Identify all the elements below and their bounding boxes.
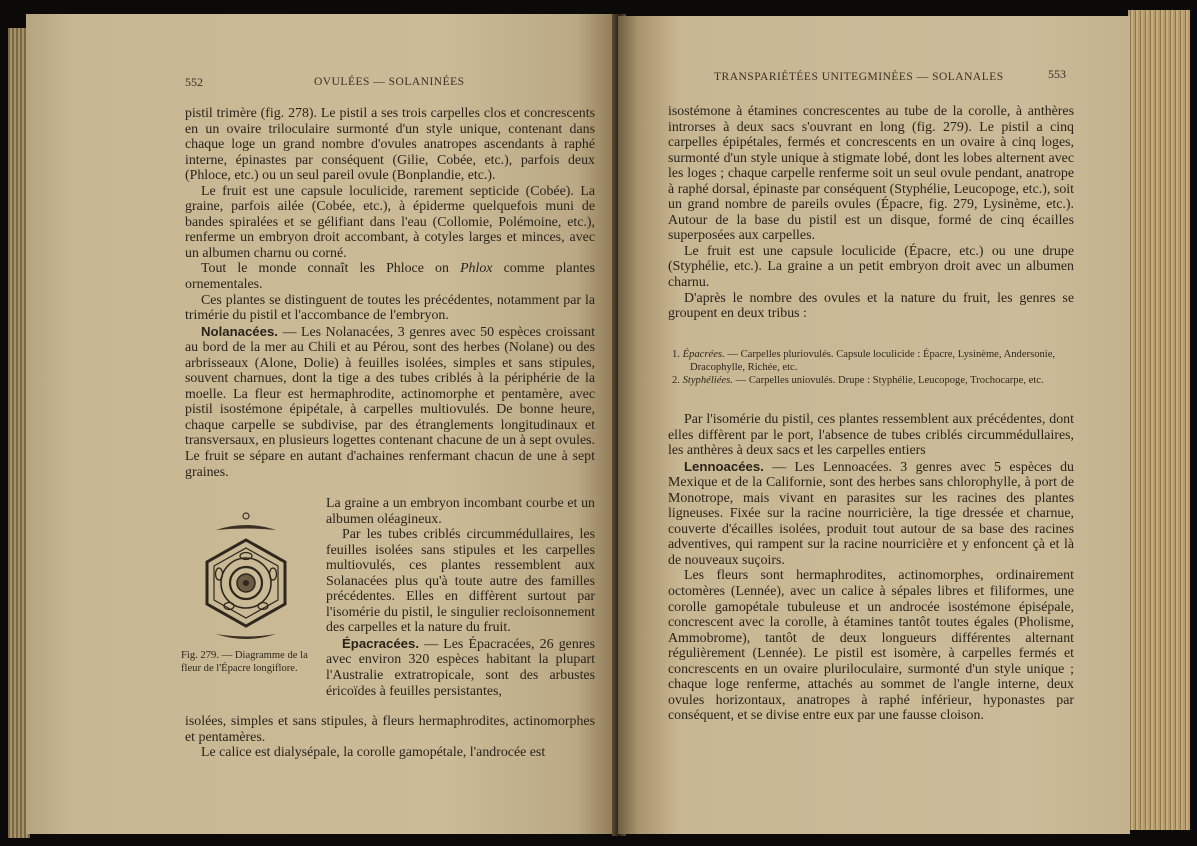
page-number: 553 xyxy=(1048,67,1066,81)
running-head: TRANSPARIÉTÉES UNITEGMINÉES — SOLANALES xyxy=(714,71,1004,83)
right-text-top xyxy=(668,104,1074,322)
paragraph: isostémone à étamines concrescentes au tube de la corolle, à anthères introrses à deux sacs s'ouvrant en long (fig. 279). Le pistil a cinq carpelles épipétales, fermés et concrescents en un ovaire à cinq loges, surmonté d'un style unique à stigmate lobé, dont les lobes alternent avec les loges ; chaque carpelle renferme soit un seul ovule pendant, anatrope à raphé dorsal, épinaste par conséquent (Styphélie, Leucopoge, etc.), soit un grand nombre de pareils ovules (Épacre, fig. 279, Lysinème, etc.). Autour de la base du pistil est un disque, formé de cinq écailles superposées aux carpelles. xyxy=(668,104,1074,244)
paragraph: Les fleurs sont hermaphrodites, actinomorphes, ordinairement octomères (Lennée), avec un calice à sépales libres et filiformes, une corolle gamopétale tubuleuse et un androcée isostémone épisépale, concrescent avec la corolle, à étamines tantôt toutes égales (Pholisme, Ammobrome), tantôt de deux longueurs différentes alternant régulièrement (Lennée). Le pistil est isomère, à carpelles fermés et concrescents en un ovaire pluriloculaire, surmonté d'un style unique ; chaque loge renferme, attachés au sommet de l'angle interne, deux ovules horizontaux, anatropes à raphé inférieur, hyponastes par conséquent, et se divise entre eux par une fausse cloison. xyxy=(668,568,1074,724)
left-page xyxy=(26,14,618,834)
paragraph: isolées, simples et sans stipules, à fleurs hermaphrodites, actinomorphes et pentamères. xyxy=(185,714,595,745)
family-heading: Nolanacées. xyxy=(201,323,278,339)
paragraph: Lennoacées. — Les Lennoacées. 3 genres avec 5 espèces du Mexique et de la Californie, sont des herbes sans chlorophylle, à port de Monotrope, mais vivant en parasites sur les racines des plantes ligneuses. Fixée sur la racine nourricière, la tige dressée et charnue, couverte d'écailles isolées, produit tout autour de sa base des racines adventives, qui rampent sur la racine nourricière et y enfoncent çà et là de nouveaux suçoirs. xyxy=(668,458,1074,568)
paragraph: pistil trimère (fig. 278). Le pistil a ses trois carpelles clos et concrescents en un ovaire triloculaire surmonté d'un style unique, contenant dans chaque loge un grand nombre d'ovules anatropes ascendants à raphé interne, épinastes par conséquent (Gilie, Cobée, etc.), parfois deux (Phloce, etc.) ou un seul pareil ovule (Bonplandie, etc.). xyxy=(185,106,595,184)
paragraph: La graine a un embryon incombant courbe et un albumen oléagineux. xyxy=(326,496,595,527)
family-heading: Épacracées. xyxy=(342,635,419,651)
family-heading: Lennoacées. xyxy=(684,458,764,474)
figure-caption: Fig. 279. — Diagramme de la fleur de l'Épacre longiflore. xyxy=(181,650,308,674)
paragraph: Épacracées. — Les Épacracées, 26 genres avec environ 320 espèces habitant la plupart l'Australie extratropicale, sont des arbustes éricoïdes à feuilles persistantes, xyxy=(326,635,595,699)
running-head: OVULÉES — SOLANINÉES xyxy=(314,76,465,88)
left-text-top xyxy=(185,106,595,480)
left-text-bottom xyxy=(185,714,595,761)
paragraph: Ces plantes se distinguent de toutes les précédentes, notamment par la trimérie du pistil et l'accombance de l'embryon. xyxy=(185,292,595,324)
right-page-edges xyxy=(1128,10,1190,830)
paragraph: Le calice est dialysépale, la corolle gamopétale, l'androcée est xyxy=(201,745,546,761)
paragraph: Tout le monde connaît les Phloce on Phlox comme plantes ornementales. xyxy=(185,261,595,293)
page-number: 552 xyxy=(185,75,203,89)
tribe-item: 1. Épacrées. — Carpelles pluriovulés. Capsule loculicide : Épacre, Lysinème, Andersonie, Dracophylle, Richée, etc. xyxy=(672,349,1056,373)
left-text-beside-figure xyxy=(326,496,595,699)
flower-diagram xyxy=(186,512,310,644)
paragraph: Par les tubes criblés circummédullaires, les feuilles isolées sans stipules et les carpelles multiovulés, ces plantes ressemblent aux Solanacées plus qu'à toute autre des familles précédentes. Elles en diffèrent surtout par l'isomérie du pistil, le singulier recloisonnement des carpelles et la nature du fruit. xyxy=(326,527,595,636)
paragraph: Le fruit est une capsule loculicide, rarement septicide (Cobée). La graine, parfois ailée (Cobée, etc.), à épiderme quelquefois muni de bandes spiralées et se gélifiant dans l'eau (Collomie, Polémoine, etc.), renferme un embryon droit accombant, à cotyles larges et minces, avec un albumen charnu ou corné. xyxy=(185,183,595,261)
paragraph: Par l'isomérie du pistil, ces plantes ressemblent aux précédentes, dont elles diffèrent par le port, l'absence de tubes criblés circummédullaires, les anthères à deux sacs et les carpelles entiers xyxy=(668,412,1074,459)
paragraph: Nolanacées. — Les Nolanacées, 3 genres avec 50 espèces croissant au bord de la mer au Chili et au Pérou, sont des herbes (Nolane) ou des arbrisseaux (Alone, Dolie) à feuilles isolées, simples et sans stipules, souvent charnues, dont la tige a des tubes criblés à la périphérie de la moelle. La fleur est hermaphrodite, actinomorphe et pentamère, avec pistil isostémone épipétale, à carpelles multiovulés. De bonne heure, chaque carpelle se subdivise, par des étranglements longitudinaux et transversaux, en plusieurs logettes contenant chacune de un à sept ovules. Le fruit se sépare en autant d'achaines renfermant chacun de une à sept graines. xyxy=(185,323,595,480)
paragraph: Le fruit est une capsule loculicide (Épacre, etc.) ou une drupe (Styphélie, etc.). La graine a un petit embryon droit avec un albumen charnu. xyxy=(668,243,1074,291)
right-page xyxy=(618,16,1130,834)
right-text-bottom xyxy=(668,412,1074,724)
tribe-item: 2. Styphéliées. — Carpelles uniovulés. Drupe : Styphélie, Leucopoge, Trochocarpe, etc. xyxy=(672,375,1044,386)
paragraph: D'après le nombre des ovules et la nature du fruit, les genres se groupent en deux tribus : xyxy=(668,290,1074,322)
tribes-list xyxy=(672,348,1074,387)
